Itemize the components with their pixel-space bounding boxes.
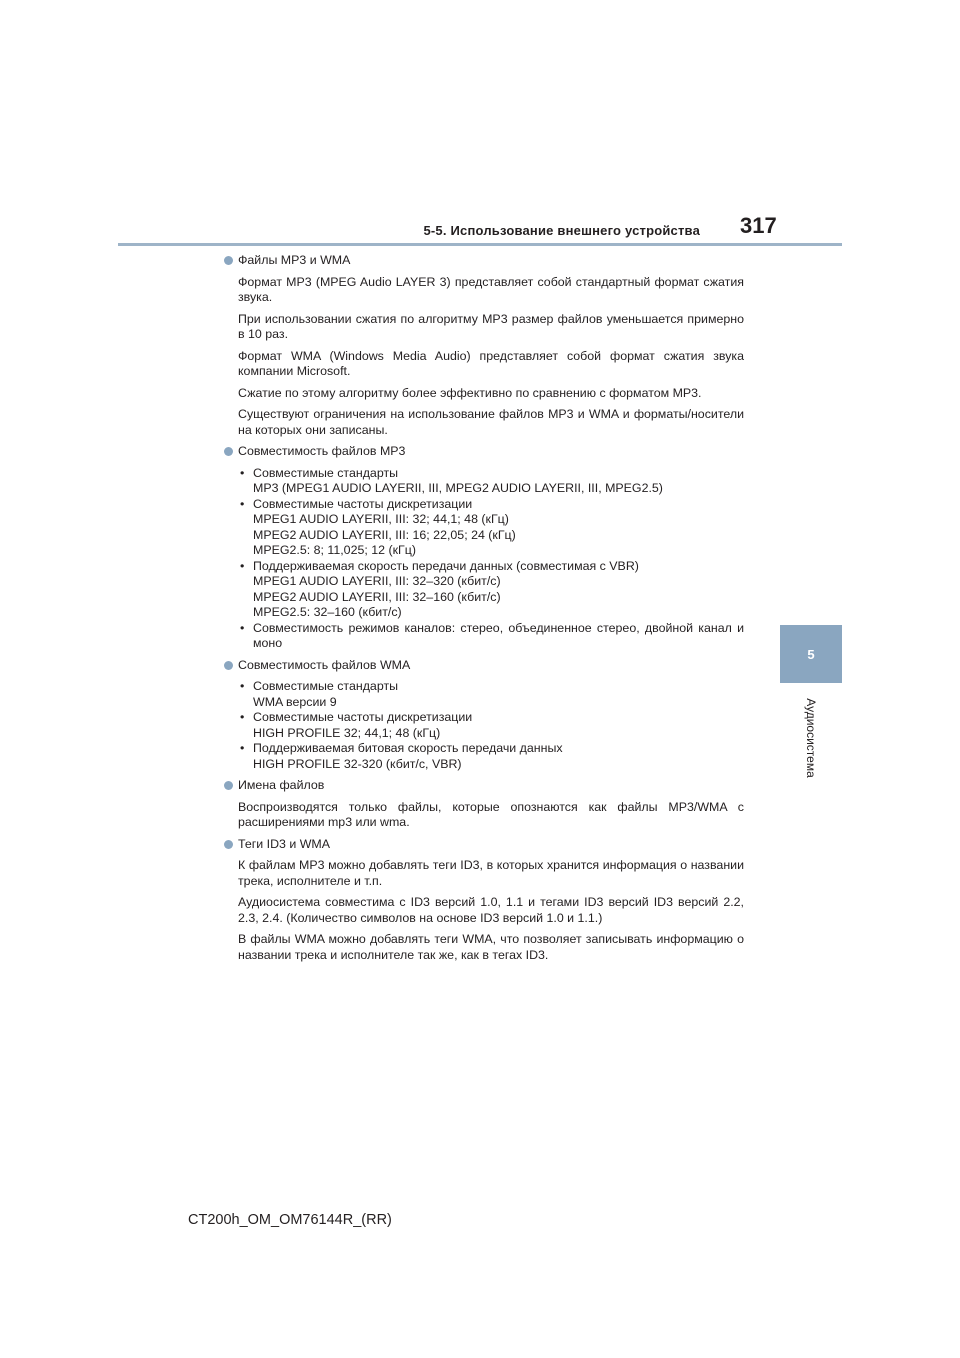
list-bullet-icon: • <box>240 679 245 693</box>
section <box>224 778 744 831</box>
spec-list <box>238 466 744 652</box>
list-item-line: MPEG2 AUDIO LAYERII, III: 16; 22,05; 24 (кГц) <box>253 527 516 542</box>
list-item <box>238 621 744 652</box>
section-heading-text: Совместимость файлов WMA <box>238 657 411 672</box>
list-item-line: MPEG2.5: 32–160 (кбит/с) <box>253 605 402 619</box>
section-heading <box>224 658 744 674</box>
section <box>224 444 744 652</box>
section-heading-text: Теги ID3 и WMA <box>238 836 331 851</box>
list-bullet-icon: • <box>240 496 245 511</box>
list-item <box>238 741 744 772</box>
list-item-body <box>253 466 744 497</box>
list-item-line: Совместимость режимов каналов: стерео, объединенное стерео, двойной канал и моно <box>253 620 744 650</box>
paragraph: Аудиосистема совместима с ID3 версий 1.0, 1.1 и тегами ID3 версий ID3 версий 2.2, 2.3, 2.4. (Количество символов на основе ID3 версий 1.0 и 1.1.) <box>238 895 744 925</box>
list-item-line: WMA версии 9 <box>253 694 337 709</box>
list-item-body <box>253 710 744 741</box>
spec-list <box>238 679 744 772</box>
list-bullet-icon: • <box>240 710 245 724</box>
list-item <box>238 466 744 497</box>
bullet-circle-icon <box>224 781 233 790</box>
bullet-circle-icon <box>224 447 233 456</box>
bullet-circle-icon <box>224 840 233 849</box>
list-item-line: Совместимые стандарты <box>253 465 399 480</box>
list-item <box>238 679 744 710</box>
bullet-circle-icon <box>224 661 233 670</box>
paragraph: Сжатие по этому алгоритму более эффективно по сравнению с форматом MP3. <box>238 385 702 400</box>
list-item-line: MPEG1 AUDIO LAYERII, III: 32; 44,1; 48 (кГц) <box>253 512 509 526</box>
list-item-line: HIGH PROFILE 32-320 (кбит/с, VBR) <box>253 756 462 771</box>
paragraph: Формат WMA (Windows Media Audio) представляет собой формат сжатия звука компании Microsoft. <box>238 348 744 378</box>
list-item <box>238 497 744 559</box>
list-item-line: MPEG2.5: 8; 11,025; 12 (кГц) <box>253 543 416 557</box>
header-divider <box>118 243 842 246</box>
section-heading-text: Совместимость файлов MP3 <box>238 444 406 458</box>
list-item <box>238 559 744 621</box>
list-item-body <box>253 559 744 621</box>
main-content <box>224 253 744 969</box>
list-bullet-icon: • <box>240 620 245 635</box>
list-item-line: MPEG1 AUDIO LAYERII, III: 32–320 (кбит/с) <box>253 574 501 588</box>
section-heading-text: Файлы MP3 и WMA <box>238 253 351 267</box>
list-item-body <box>253 621 744 652</box>
list-item-line: Совместимые стандарты <box>253 679 399 693</box>
document-code: CT200h_OM_OM76144R_(RR) <box>188 1212 392 1228</box>
section-heading-text: Имена файлов <box>238 778 325 792</box>
paragraph: Формат MP3 (MPEG Audio LAYER 3) представляет собой стандартный формат сжатия звука. <box>238 274 744 304</box>
list-item-body <box>253 497 744 559</box>
bullet-circle-icon <box>224 256 233 265</box>
list-item <box>238 710 744 741</box>
list-bullet-icon: • <box>240 741 245 755</box>
section-heading <box>224 444 744 460</box>
paragraph: Существуют ограничения на использование файлов MP3 и WMA и форматы/носители на которых они записаны. <box>238 407 744 437</box>
list-bullet-icon: • <box>240 465 245 480</box>
section <box>224 658 744 773</box>
section <box>224 837 744 964</box>
paragraph: При использовании сжатия по алгоритму MP3 размер файлов уменьшается примерно в 10 раз. <box>238 311 744 341</box>
section-heading <box>224 253 744 269</box>
list-item-body <box>253 741 744 772</box>
list-item-line: Поддерживаемая скорость передачи данных (совместимая с VBR) <box>253 558 639 573</box>
list-item-body <box>253 679 744 710</box>
section-heading <box>224 778 744 794</box>
chapter-number: 5 <box>807 646 815 662</box>
list-item-line: Совместимые частоты дискретизации <box>253 710 473 724</box>
list-item-line: MP3 (MPEG1 AUDIO LAYERII, III, MPEG2 AUDIO LAYERII, III, MPEG2.5) <box>253 481 663 495</box>
section-title: 5-5. Использование внешнего устройства <box>423 223 700 238</box>
list-item-line: Совместимые частоты дискретизации <box>253 496 473 511</box>
page-number: 317 <box>740 213 777 238</box>
paragraph: В файлы WMA можно добавлять теги WMA, что позволяет записывать информацию о названии трека и исполнителе так же, как в тегах ID3. <box>238 932 744 962</box>
section-heading <box>224 837 744 853</box>
paragraph: К файлам MP3 можно добавлять теги ID3, в которых хранится информация о названии трека, исполнителе и т.п. <box>238 858 744 888</box>
list-item-line: Поддерживаемая битовая скорость передачи данных <box>253 741 563 755</box>
section <box>224 253 744 438</box>
chapter-label: Аудиосистема <box>804 698 818 778</box>
chapter-tab[interactable] <box>780 625 842 683</box>
paragraph: Воспроизводятся только файлы, которые опознаются как файлы MP3/WMA с расширениями mp3 или wma. <box>238 799 744 829</box>
list-item-line: MPEG2 AUDIO LAYERII, III: 32–160 (кбит/с) <box>253 589 501 604</box>
list-bullet-icon: • <box>240 558 245 573</box>
list-item-line: HIGH PROFILE 32; 44,1; 48 (кГц) <box>253 725 441 740</box>
